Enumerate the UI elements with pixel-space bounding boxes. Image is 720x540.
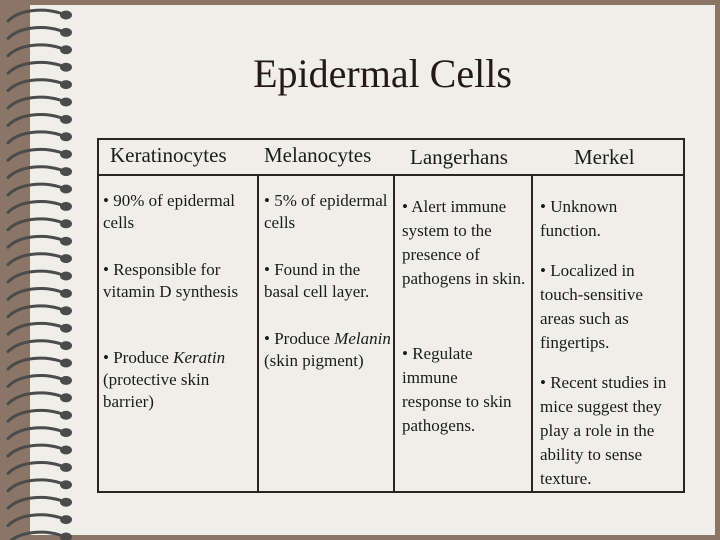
spiral-hole xyxy=(60,28,72,37)
table-right-border xyxy=(683,138,685,493)
spiral-hole xyxy=(60,428,72,437)
langerhans-item-2 xyxy=(402,342,512,438)
column-divider-1 xyxy=(257,174,259,493)
merkel-item-3 xyxy=(540,371,672,491)
spiral-ring xyxy=(8,167,60,178)
melanocytes-item-3-suffix: (skin pigment) xyxy=(264,351,364,370)
melanocytes-item-1 xyxy=(264,190,394,234)
spiral-ring xyxy=(8,428,60,439)
spiral-ring xyxy=(8,149,60,160)
spiral-ring xyxy=(8,184,60,195)
langerhans-item-1-text: • Alert immune system to the presence of pathogens in skin. xyxy=(402,197,526,288)
spiral-hole xyxy=(60,11,72,20)
spiral-hole xyxy=(60,446,72,455)
spiral-binding-icon xyxy=(0,0,85,540)
keratin-term: Keratin xyxy=(173,348,226,367)
spiral-ring xyxy=(8,236,60,247)
spiral-hole xyxy=(60,324,72,333)
merkel-item-1-text: • Unknown function. xyxy=(540,197,618,240)
keratinocytes-item-1 xyxy=(103,190,251,234)
merkel-item-2 xyxy=(540,259,680,355)
spiral-ring xyxy=(8,132,60,143)
spiral-hole xyxy=(60,359,72,368)
keratinocytes-item-1-text: • 90% of epidermal cells xyxy=(103,191,235,232)
spiral-hole xyxy=(60,115,72,124)
langerhans-item-2-text: • Regulate immune response to skin pathogens. xyxy=(402,344,512,435)
header-langerhans: Langerhans xyxy=(410,145,508,169)
merkel-item-1 xyxy=(540,195,680,243)
spiral-hole xyxy=(60,219,72,228)
spiral-hole xyxy=(60,63,72,72)
melanin-term: Melanin xyxy=(334,329,391,348)
spiral-ring xyxy=(8,497,60,508)
melanocytes-item-3-prefix: • Produce xyxy=(264,329,335,348)
spiral-hole xyxy=(60,202,72,211)
slide-title: Epidermal Cells xyxy=(253,51,512,96)
spiral-ring xyxy=(8,393,60,404)
spiral-ring xyxy=(8,80,60,91)
keratinocytes-item-3 xyxy=(103,347,253,413)
spiral-hole xyxy=(60,480,72,489)
table-left-border xyxy=(97,138,99,493)
spiral-hole xyxy=(60,167,72,176)
spiral-ring xyxy=(8,271,60,282)
keratinocytes-item-3-text xyxy=(103,347,253,413)
spiral-ring xyxy=(8,115,60,126)
spiral-ring xyxy=(8,28,60,39)
spiral-ring xyxy=(8,45,60,56)
spiral-hole xyxy=(60,393,72,402)
spiral-hole xyxy=(60,272,72,281)
spiral-ring xyxy=(8,10,60,21)
melanocytes-item-1-text: • 5% of epidermal cells xyxy=(264,191,388,232)
spiral-ring xyxy=(8,306,60,317)
spiral-ring xyxy=(8,254,60,265)
keratinocytes-item-2 xyxy=(103,259,251,303)
spiral-ring xyxy=(8,463,60,474)
melanocytes-item-3-text xyxy=(264,328,392,372)
spiral-ring xyxy=(8,480,60,491)
spiral-ring xyxy=(8,323,60,334)
spiral-hole xyxy=(60,45,72,54)
spiral-hole xyxy=(60,411,72,420)
spiral-hole xyxy=(60,254,72,263)
melanocytes-item-2 xyxy=(264,259,394,303)
spiral-hole xyxy=(60,132,72,141)
spiral-hole xyxy=(60,463,72,472)
keratinocytes-item-3-prefix: • Produce xyxy=(103,348,174,367)
merkel-item-2-text: • Localized in touch-sensitive areas such as fingertips. xyxy=(540,261,643,352)
spiral-ring xyxy=(8,376,60,387)
header-keratinocytes: Keratinocytes xyxy=(110,143,227,167)
spiral-ring xyxy=(8,410,60,421)
merkel-item-3-text: • Recent studies in mice suggest they play a role in the ability to sense texture. xyxy=(540,373,667,488)
keratinocytes-item-2-text: • Responsible for vitamin D synthesis xyxy=(103,260,239,301)
spiral-hole xyxy=(60,306,72,315)
table-header-border xyxy=(97,174,685,176)
spiral-hole xyxy=(60,376,72,385)
spiral-ring xyxy=(8,532,60,540)
spiral-hole xyxy=(60,533,72,540)
spiral-ring xyxy=(8,219,60,230)
spiral-ring xyxy=(8,358,60,369)
spiral-hole xyxy=(60,341,72,350)
langerhans-item-1 xyxy=(402,195,530,291)
spiral-ring xyxy=(8,289,60,300)
spiral-hole xyxy=(60,498,72,507)
spiral-ring xyxy=(8,341,60,352)
spiral-hole xyxy=(60,289,72,298)
spiral-hole xyxy=(60,237,72,246)
column-divider-3 xyxy=(531,174,533,493)
spiral-hole xyxy=(60,185,72,194)
header-merkel: Merkel xyxy=(574,145,635,169)
spiral-ring xyxy=(8,62,60,73)
spiral-hole xyxy=(60,98,72,107)
keratinocytes-item-3-suffix: (protective skin barrier) xyxy=(103,370,210,411)
spiral-hole xyxy=(60,80,72,89)
melanocytes-item-3 xyxy=(264,328,392,372)
melanocytes-item-2-text: • Found in the basal cell layer. xyxy=(264,260,370,301)
spiral-ring xyxy=(8,445,60,456)
spiral-ring xyxy=(8,97,60,108)
header-melanocytes: Melanocytes xyxy=(264,143,372,167)
cell-type-table xyxy=(97,138,685,493)
spiral-ring xyxy=(8,515,60,526)
spiral-ring xyxy=(8,202,60,213)
spiral-hole xyxy=(60,150,72,159)
table-top-border xyxy=(97,138,685,140)
table-bottom-border xyxy=(97,491,685,493)
spiral-hole xyxy=(60,515,72,524)
